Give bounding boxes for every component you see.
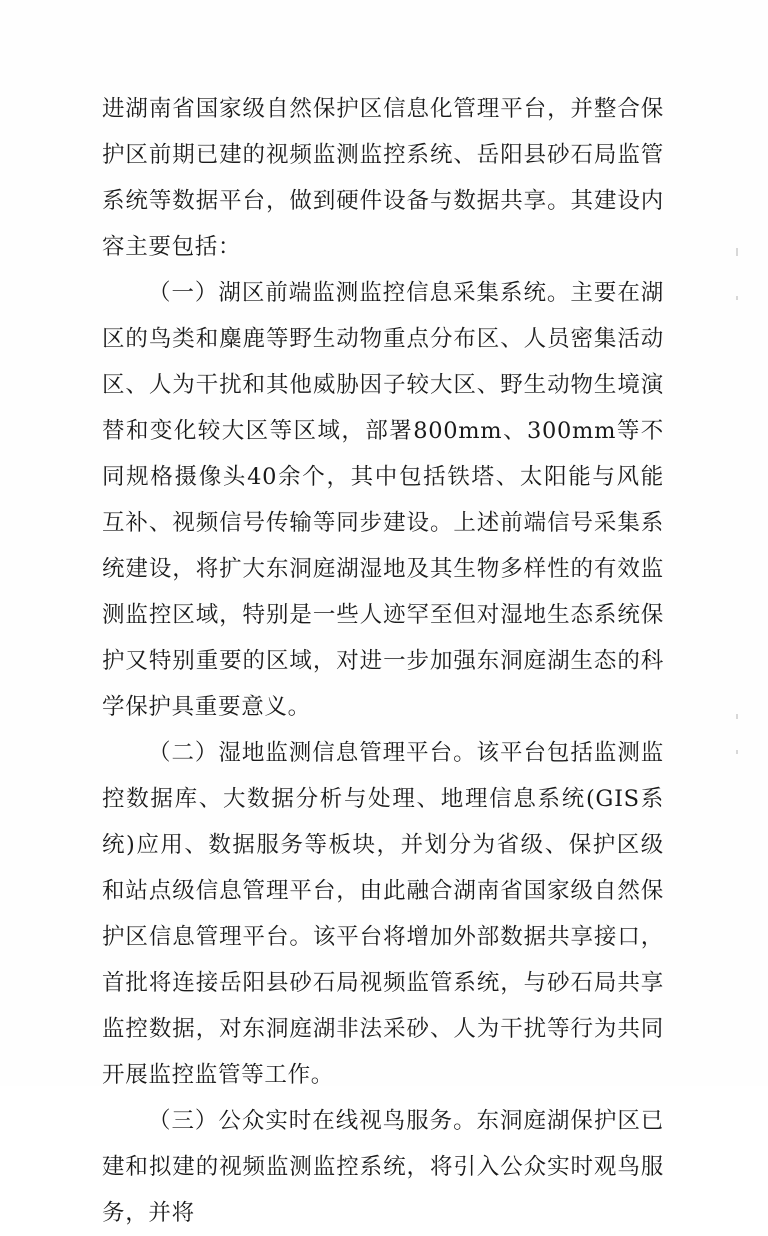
paragraph-frontend-monitoring: （一）湖区前端监测监控信息采集系统。主要在湖区的鸟类和麋鹿等野生动物重点分布区、人员密集活动区、人为干扰和其他威胁因子较大区、野生动物生境演替和变化较大区等区域，部署800mm、300mm等不同规格摄像头40余个，其中包括铁塔、太阳能与风能互补、视频信号传输等同步建设。上述前端信号采集系统建设，将扩大东洞庭湖湿地及其生物多样性的有效监测监控区域，特别是一些人迹罕至但对湿地生态系统保护又特别重要的区域，对进一步加强东洞庭湖生态的科学保护具重要意义。 — [102, 280, 664, 720]
scan-artifact-mark — [736, 750, 738, 754]
paragraph-bird-watching: （三）公众实时在线视鸟服务。东洞庭湖保护区已建和拟建的视频监测监控系统，将引入公众实时观鸟服务，并将 — [102, 1108, 664, 1226]
scan-artifact-mark — [736, 296, 738, 300]
scan-artifact-mark — [736, 248, 738, 256]
document-body — [102, 86, 664, 1236]
paragraph-wetland-platform: （二）湿地监测信息管理平台。该平台包括监测监控数据库、大数据分析与处理、地理信息系统(GIS系统)应用、数据服务等板块，并划分为省级、保护区级和站点级信息管理平台，由此融合湖南省国家级自然保护区信息管理平台。该平台将增加外部数据共享接口，首批将连接岳阳县砂石局视频监管系统，与砂石局共享监控数据，对东洞庭湖非法采砂、人为干扰等行为共同开展监控监管等工作。 — [102, 740, 664, 1088]
scan-artifact-mark — [736, 714, 738, 719]
continuation-paragraph: 进湖南省国家级自然保护区信息化管理平台，并整合保护区前期已建的视频监测监控系统、岳阳县砂石局监管系统等数据平台，做到硬件设备与数据共享。其建设内容主要包括： — [102, 96, 664, 260]
